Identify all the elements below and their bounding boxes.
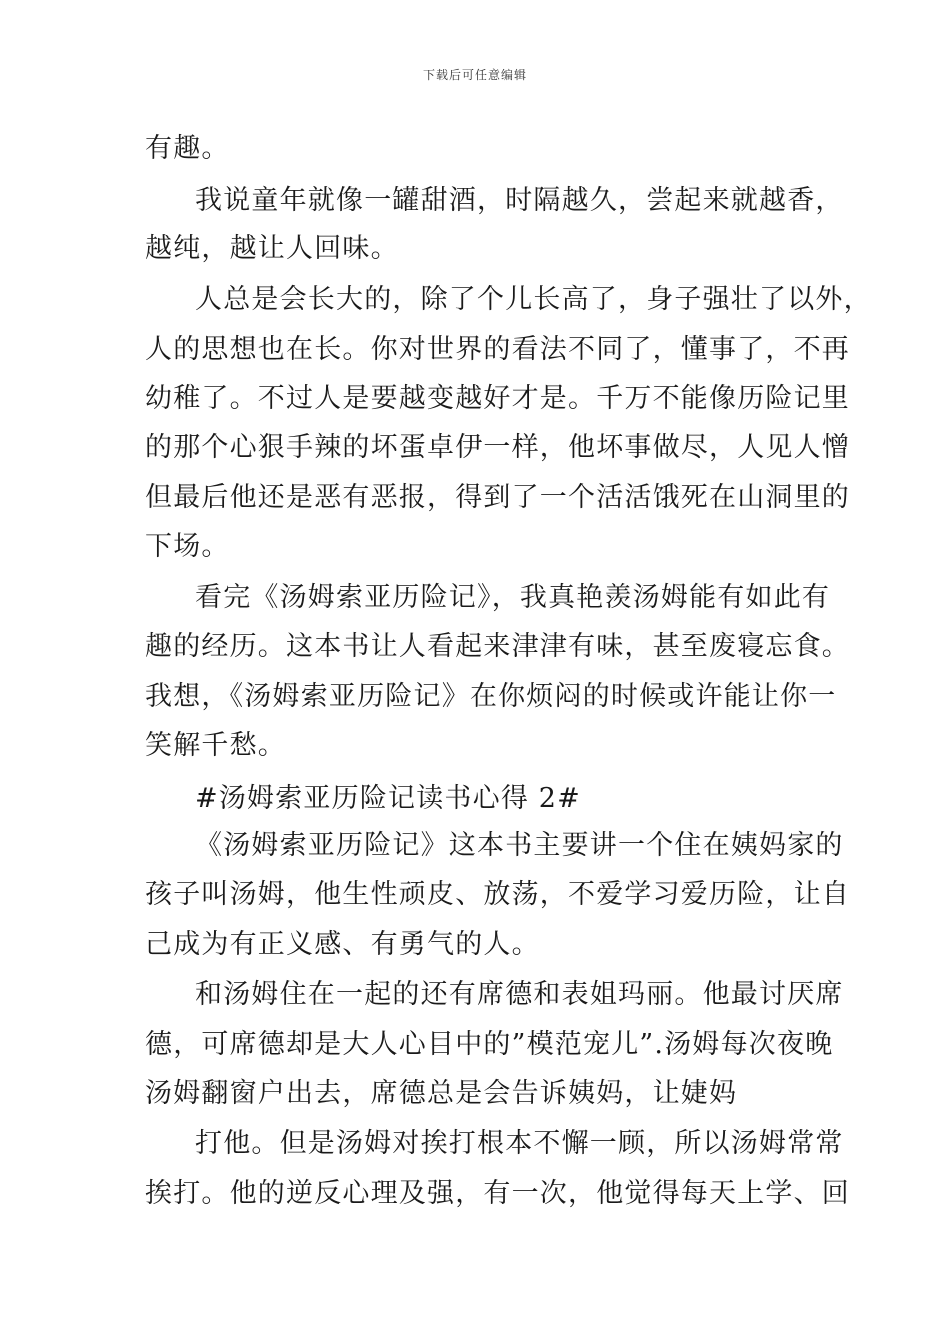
- text-line: 我想，《汤姆索亚历险记》在你烦闷的时候或许能让你一: [145, 681, 837, 712]
- paragraph-start-line: 看完《汤姆索亚历险记》，我真艳羡汤姆能有如此有: [195, 582, 831, 613]
- text-line: 有趣。: [145, 133, 230, 164]
- paragraph-start-line: 打他。但是汤姆对挨打根本不懈一顾，所以汤姆常常: [195, 1128, 844, 1159]
- paragraph-start-line: 和汤姆住在一起的还有席德和表姐玛丽。他最讨厌席: [195, 979, 844, 1010]
- text-line: 德，可席德却是大人心目中的”模范宠儿”.汤姆每次夜晚: [145, 1029, 834, 1060]
- paragraph-start-line: 《汤姆索亚历险记》这本书主要讲一个住在姨妈家的: [195, 830, 844, 861]
- text-line: 汤姆翻窗户出去，席德总是会告诉姨妈，让婕妈: [145, 1078, 738, 1109]
- section-heading: #汤姆索亚历险记读书心得 2#: [195, 783, 582, 814]
- text-line: 趣的经历。这本书让人看起来津津有味，甚至废寝忘食。: [145, 631, 850, 662]
- text-line: 幼稚了。不过人是要越变越好才是。千万不能像历险记里: [145, 383, 850, 414]
- text-line: 笑解千愁。: [145, 730, 286, 761]
- text-line: 但最后他还是恶有恶报，得到了一个活活饿死在山洞里的: [145, 482, 850, 513]
- text-line: 挨打。他的逆反心理及强，有一次，他觉得每天上学、回: [145, 1178, 850, 1209]
- paragraph-start-line: 人总是会长大的，除了个儿长高了，身子强壮了以外，: [195, 284, 872, 315]
- text-line: 越纯，越让人回味。: [145, 233, 399, 264]
- text-line: 的那个心狠手辣的坏蛋卓伊一样，他坏事做尽，人见人憎: [145, 432, 850, 463]
- paragraph-start-line: 我说童年就像一罐甜酒，时隔越久，尝起来就越香，: [195, 185, 844, 216]
- text-line: 人的思想也在长。你对世界的看法不同了，懂事了，不再: [145, 334, 850, 365]
- text-line: 孩子叫汤姆，他生性顽皮、放荡，不爱学习爱历险，让自: [145, 879, 850, 910]
- text-line: 下场。: [145, 531, 230, 562]
- page-header-note: 下载后可任意编辑: [422, 68, 527, 82]
- text-line: 己成为有正义感、有勇气的人。: [145, 929, 540, 960]
